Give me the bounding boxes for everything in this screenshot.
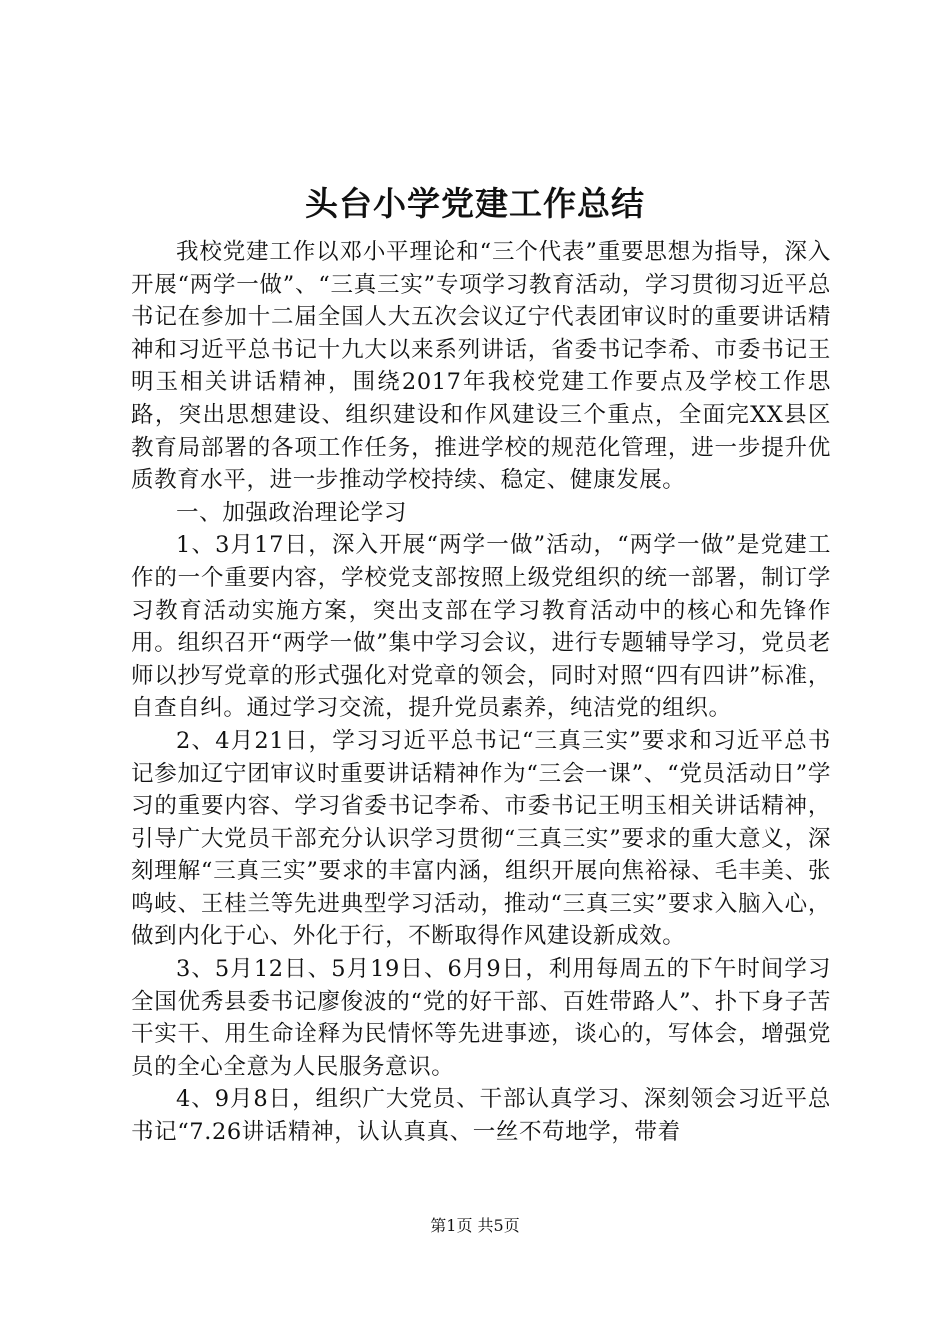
body-paragraph: 2、4月21日，学习习近平总书记“三真三实”要求和习近平总书记参加辽宁团审议时重要讲话精神作为“三会一课”、“党员活动日”学习的重要内容、学习省委书记李希、市委书记王明玉相关讲话精神，引导广大党员干部充分认识学习贯彻“三真三实”要求的重大意义，深刻理解“三真三实”要求的丰富内涵，组织开展向焦裕禄、毛丰美、张鸣岐、王桂兰等先进典型学习活动，推动“三真三实”要求入脑入心，做到内化于心、外化于行，不断取得作风建设新成效。: [131, 727, 831, 950]
body-paragraph: 3、5月12日、5月19日、6月9日，利用每周五的下午时间学习全国优秀县委书记廖俊波的“党的好干部、百姓带路人”、扑下身子苦干实干、用生命诠释为民情怀等先进事迹，谈心的，写体会，增强党员的全心全意为人民服务意识。: [131, 956, 831, 1080]
body-paragraph: 1、3月17日，深入开展“两学一做”活动，“两学一做”是党建工作的一个重要内容，学校党支部按照上级党组织的统一部署，制订学习教育活动实施方案，突出支部在学习教育活动中的核心和先锋作用。组织召开“两学一做”集中学习会议，进行专题辅导学习，党员老师以抄写党章的形式强化对党章的领会，同时对照“四有四讲”标准，自查自纠。通过学习交流，提升党员素养，纯洁党的组织。: [131, 532, 831, 722]
intro-paragraph: 我校党建工作以邓小平理论和“三个代表”重要思想为指导，深入开展“两学一做”、“三真三实”专项学习教育活动，学习贯彻习近平总书记在参加十二届全国人大五次会议辽宁代表团审议时的重要讲话精神和习近平总书记十九大以来系列讲话，省委书记李希、市委书记王明玉相关讲话精神，围绕2017年我校党建工作要点及学校工作思路，突出思想建设、组织建设和作风建设三个重点，全面完XX县区教育局部署的各项工作任务，推进学校的规范化管理，进一步提升优质教育水平，进一步推动学校持续、稳定、健康发展。: [131, 239, 831, 494]
section-heading: 一、加强政治理论学习: [176, 499, 408, 526]
document-body: [131, 236, 831, 1149]
page-footer: 第1页 共5页: [430, 1216, 520, 1235]
document-title: 头台小学党建工作总结: [305, 184, 645, 223]
body-paragraph: 4、9月8日，组织广大党员、干部认真学习、深刻领会习近平总书记“7.26讲话精神，认认真真、一丝不苟地学，带着: [131, 1086, 831, 1146]
